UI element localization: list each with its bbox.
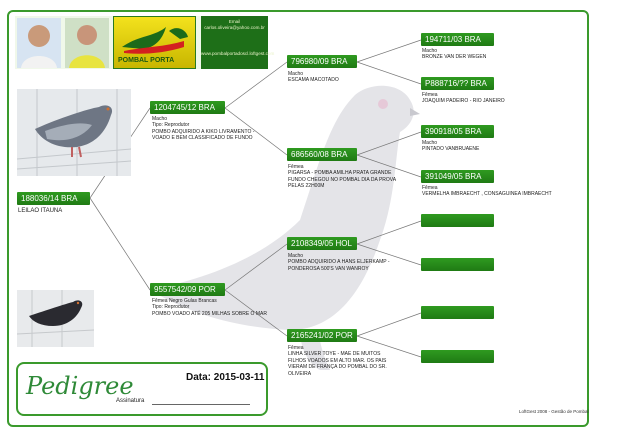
signature-line xyxy=(152,404,250,405)
dam-ring-badge[interactable]: 9557542/09 POR xyxy=(150,283,225,296)
ssd-details xyxy=(422,92,542,105)
sds-notes: PINTADO VANBRUAENE xyxy=(422,146,480,153)
logo-text: POMBAL PORTA xyxy=(118,57,175,64)
ss-notes: ESCAMA MACOTADO xyxy=(288,77,339,84)
sire-notes: POMBO ADQUIRIDO A KIKO LIVRAMENTO - VOADO E BEM CLASSIFICADO DE FUNDO xyxy=(152,128,255,142)
sd-notes: PIGARSA - POMBA AMILHA PRATA GRANDE FUNDO CHEGOU NO POMBAL DIA DA PROVA PELAS 22H00M xyxy=(288,170,397,190)
dss-empty-badge[interactable] xyxy=(421,214,494,227)
sss-notes: BRONZE VAN DER WEGEN xyxy=(422,54,487,61)
footer-credit: LoftGest 2008 - Gestão de Pombal xyxy=(519,409,589,414)
dd-notes: LINHA SILVER TOYE - MAE DE MUITOS FILHOS VOADOS EM ALTO MAR. OS PAIS VIERAM DE FRANÇA DO POMBAL DO SR. OLIVEIRA xyxy=(288,351,387,377)
sds-details xyxy=(422,140,542,153)
pedigree-title: Pedigree xyxy=(26,372,134,400)
ss-ring-badge[interactable]: 796980/09 BRA xyxy=(287,55,357,68)
dd-ring-badge[interactable]: 2165241/02 POR xyxy=(287,329,357,342)
pedigree-date: Data: 2015-03-11 xyxy=(186,372,265,383)
ds-details xyxy=(288,253,413,272)
dds-empty-badge[interactable] xyxy=(421,306,494,319)
email-label: Email xyxy=(228,19,241,24)
sdd-ring-badge[interactable]: 391049/05 BRA xyxy=(421,170,494,183)
ds-ring-badge[interactable]: 2108349/05 HOL xyxy=(287,237,357,250)
ddd-empty-badge[interactable] xyxy=(421,350,494,363)
ss-sex: Macho xyxy=(288,71,304,77)
subject-info: LEILAO ITAUNA xyxy=(18,208,63,214)
dam-type: Tipo: Reprodutor xyxy=(152,304,190,311)
ssd-notes: JOAQUIM PADEIRO - RIO JANEIRO xyxy=(422,98,505,105)
sss-sex: Macho xyxy=(422,48,438,54)
sd-details xyxy=(288,164,418,190)
sire-type: Tipo: Reprodutor xyxy=(152,122,190,129)
dsd-empty-badge[interactable] xyxy=(421,258,494,271)
sire-ring-badge[interactable]: 1204745/12 BRA xyxy=(150,101,225,114)
sdd-sex: Fêmea xyxy=(422,185,438,191)
sdd-notes: VERMELHA IMBRAECHT , CONSAGUINEA IMBRAECHT xyxy=(422,191,552,198)
sire-sex: Macho xyxy=(152,116,168,122)
dd-sex: Fêmea xyxy=(288,345,304,351)
subject-pigeon-photo xyxy=(17,89,131,176)
sire-details xyxy=(152,116,272,142)
signature-label: Assinatura xyxy=(116,398,145,404)
dd-details xyxy=(288,345,413,377)
dam-sex: Fêmea Negro Gulas Brancas xyxy=(152,298,217,304)
ds-sex: Macho xyxy=(288,253,304,259)
pedigree-box xyxy=(16,362,268,416)
owner-photo-2 xyxy=(65,18,109,68)
sd-ring-badge[interactable]: 686560/08 BRA xyxy=(287,148,357,161)
owner-photo-1 xyxy=(17,18,61,68)
sss-ring-badge[interactable]: 194711/03 BRA xyxy=(421,33,494,46)
website-text: www.pombalportadoscl.loftgest.com xyxy=(201,51,275,56)
sdd-details xyxy=(422,185,582,198)
subject-ring-badge[interactable]: 188036/14 BRA xyxy=(17,192,90,205)
dam-details xyxy=(152,298,282,317)
sds-ring-badge[interactable]: 390918/05 BRA xyxy=(421,125,494,138)
sd-sex: Fêmea xyxy=(288,164,304,170)
dam-notes: POMBO VOADO ATÉ 205 MILHAS SOBRE O MAR xyxy=(152,310,267,317)
dam-pigeon-photo xyxy=(17,290,94,347)
ssd-sex: Fêmea xyxy=(422,92,438,98)
pombal-logo xyxy=(113,16,196,69)
sds-sex: Macho xyxy=(422,140,438,146)
email-text: carlos.oliveira@yahoo.com.br xyxy=(204,25,265,30)
ssd-ring-badge[interactable]: P888716/?? BRA xyxy=(421,77,494,90)
sss-details xyxy=(422,48,542,61)
ds-notes: POMBO ADQUIRIDO A HANS ELJERKAMP - PONDEROSA 500'S VAN WANROY xyxy=(288,259,390,272)
ss-details xyxy=(288,71,413,84)
contact-info xyxy=(201,16,275,69)
header-banner xyxy=(15,16,275,69)
